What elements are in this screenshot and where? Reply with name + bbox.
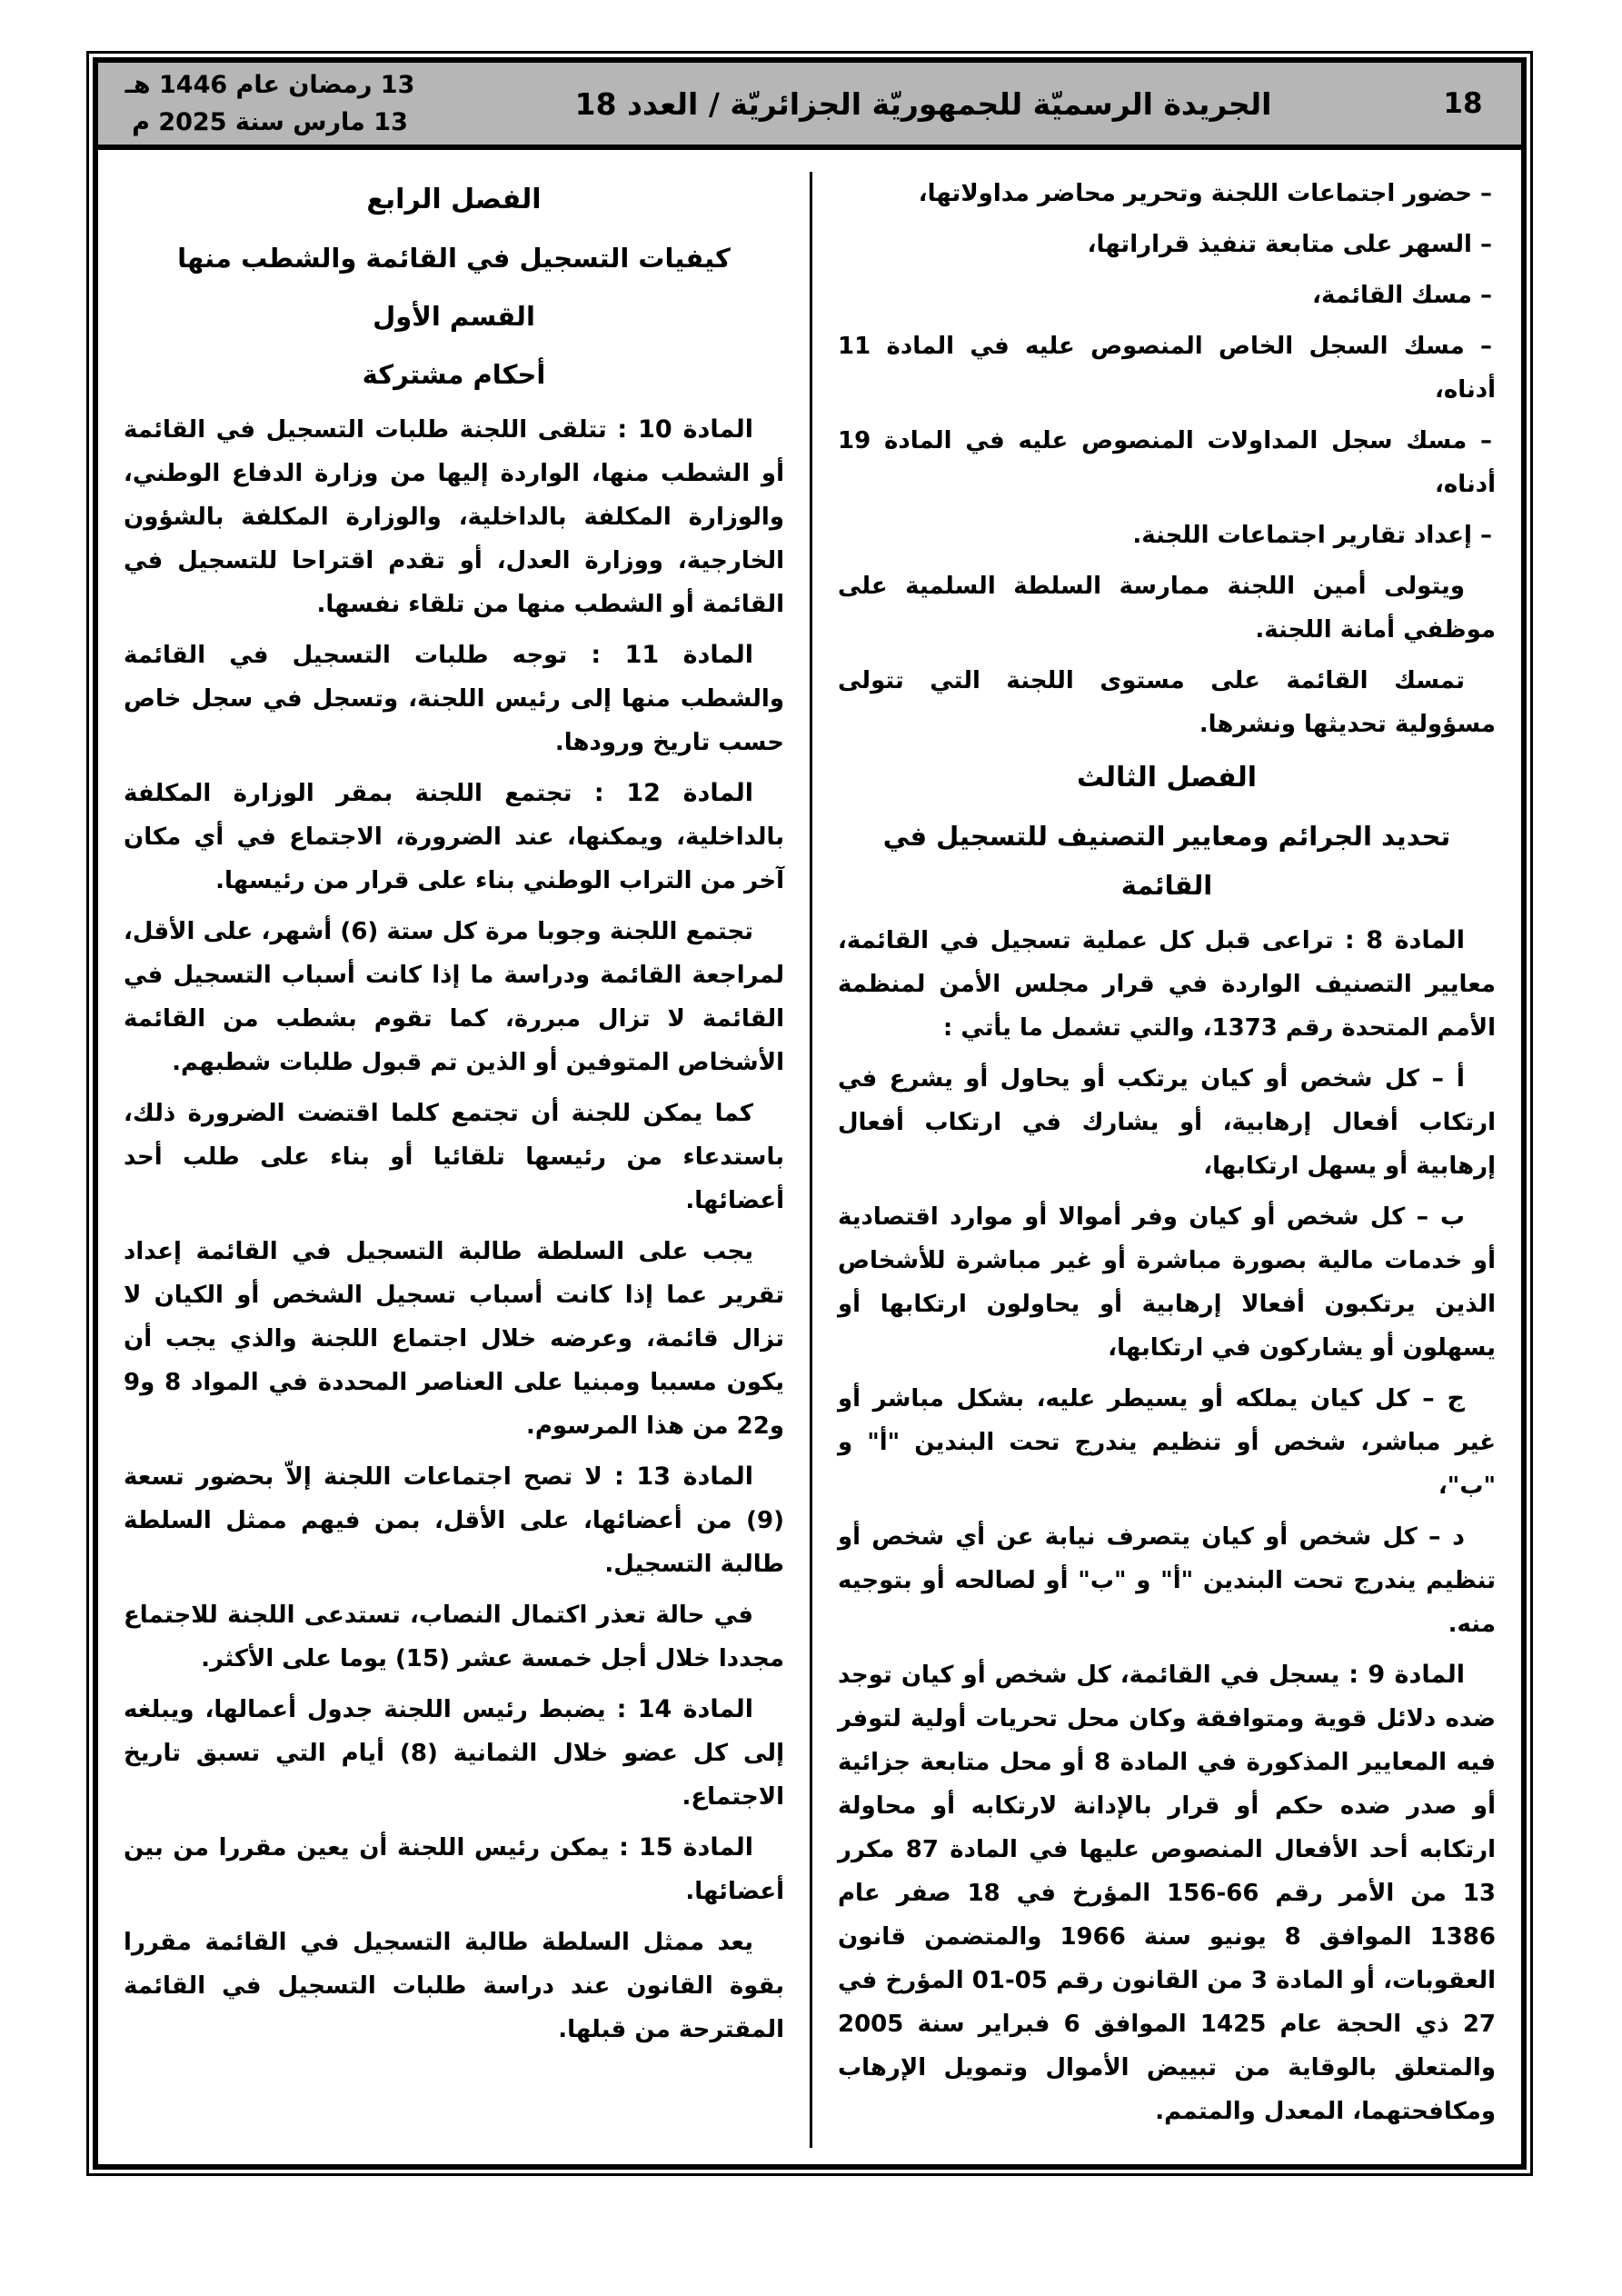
issue-dates	[120, 66, 420, 141]
article-paragraph	[124, 1455, 784, 1586]
page-number: 18	[1443, 87, 1483, 120]
article-text: لا تصح اجتماعات اللجنة إلاّ بحضور تسعة (9) من أعضائها، على الأقل، بمن فيهم ممثل السلطة طالبة التسجيل.	[124, 1463, 784, 1578]
clause-letter-lead: ج –	[1422, 1384, 1465, 1413]
article-number-lead: المادة 8 :	[1344, 926, 1466, 954]
article-paragraph	[124, 634, 784, 764]
clause-text: كل شخص أو كيان يرتكب أو يحاول أو يشرع في ارتكاب أفعال إرهابية، أو يشارك في ارتكاب أفعال إرهابية أو يسهل ارتكابها،	[838, 1065, 1496, 1180]
clause-text: كل شخص أو كيان وفر أموالا أو موارد اقتصادية أو خدمات مالية بصورة مباشرة أو غير مباشرة للأشخاص الذين يرتكبون أفعالا إرهابية أو يحاولون ارتكابها أو يسهلون أو يشاركون في ارتكابها،	[838, 1203, 1496, 1362]
article-number-lead: المادة 13 :	[614, 1462, 754, 1491]
article-text: توجه طلبات التسجيل في القائمة والشطب منها إلى رئيس اللجنة، وتسجل في سجل خاص حسب تاريخ ورودها.	[124, 642, 784, 756]
masthead	[98, 63, 1521, 150]
list-item: – حضور اجتماعات اللجنة وتحرير محاضر مداولاتها،	[918, 180, 1492, 207]
column-right	[810, 172, 1521, 2148]
section-heading: القسم الأول	[373, 301, 535, 332]
paragraph: في حالة تعذر اكتمال النصاب، تستدعى اللجنة للاجتماع مجددا خلال أجل خمسة عشر (15) يوما على الأكثر.	[124, 1602, 784, 1672]
article-paragraph	[838, 919, 1496, 1050]
article-number-lead: المادة 12 :	[593, 779, 754, 807]
text-columns	[98, 150, 1521, 2164]
gregorian-date: 13 مارس سنة 2025 م	[132, 108, 408, 136]
list-item: – السهر على متابعة تنفيذ قراراتها،	[1087, 231, 1492, 258]
article-text: تجتمع اللجنة بمقر الوزارة المكلفة بالداخلية، ويمكنها، عند الضرورة، الاجتماع في أي مكان آخر من التراب الوطني بناء على قرار من رئيسها.	[124, 780, 784, 894]
clause-paragraph	[838, 1057, 1496, 1188]
article-text: يمكن رئيس اللجنة أن يعين مقررا من بين أعضائها.	[124, 1834, 784, 1905]
article-number-lead: المادة 9 :	[1348, 1661, 1465, 1689]
list-item: – مسك القائمة،	[1312, 282, 1492, 309]
clause-paragraph	[838, 1515, 1496, 1646]
hijri-date: 13 رمضان عام 1446 هـ	[124, 71, 415, 99]
clause-letter-lead: أ –	[1431, 1064, 1466, 1093]
clause-paragraph	[838, 1377, 1496, 1508]
page-frame-inner	[93, 57, 1527, 2170]
clause-text: كل شخص أو كيان يتصرف نيابة عن أي شخص أو تنظيم يندرج تحت البندين "أ" و "ب" أو لصالحه أو بتوجيه منه.	[838, 1523, 1496, 1638]
clause-paragraph	[838, 1195, 1496, 1370]
chapter-heading: الفصل الثالث	[1076, 762, 1257, 794]
clause-letter-lead: ب –	[1416, 1203, 1465, 1231]
paragraph: يعد ممثل السلطة طالبة التسجيل في القائمة مقررا بقوة القانون عند دراسة طلبات التسجيل في القائمة المقترحة من قبلها.	[124, 1929, 784, 2043]
clause-letter-lead: د –	[1428, 1522, 1465, 1551]
paragraph: يجب على السلطة طالبة التسجيل في القائمة إعداد تقرير عما إذا كانت أسباب تسجيل الشخص أو الكيان لا تزال قائمة، وعرضه خلال اجتماع اللجنة والذي يجب أن يكون مسببا ومبنيا على العناصر المحددة في المواد 8 و9 و22 من هذا المرسوم.	[124, 1238, 784, 1440]
article-paragraph	[124, 1826, 784, 1913]
article-number-lead: المادة 11 :	[591, 641, 753, 669]
chapter-subheading: تحديد الجرائم ومعايير التصنيف للتسجيل في القائمة	[882, 821, 1451, 901]
article-text: تتلقى اللجنة طلبات التسجيل في القائمة أو الشطب منها، الواردة إليها من وزارة الدفاع الوطني، والوزارة المكلفة بالداخلية، والوزارة المكلفة بالشؤون الخارجية، ووزارة العدل، أو تقدم اقتراحا للتسجيل في القائمة أو الشطب منها من تلقاء نفسها.	[124, 416, 784, 618]
article-number-lead: المادة 10 :	[617, 415, 754, 444]
article-text: يسجل في القائمة، كل شخص أو كيان توجد ضده دلائل قوية ومتوافقة وكان محل تحريات أولية لتوفر فيه المعايير المذكورة في المادة 8 أو محل متابعة جزائية أو صدر ضده حكم أو قرار بالإدانة لارتكابه أو محاولة ارتكابه أحد الأفعال المنصوص عليها في المادة 87 مكرر 13 من الأمر رقم 66-156 المؤرخ في 18 صفر عام 1386 الموافق 8 يونيو سنة 1966 والمتضمن قانون العقوبات، أو المادة 3 من القانون رقم 05-01 المؤرخ في 27 ذي الحجة عام 1425 الموافق 6 فبراير سنة 2005 والمتعلق بالوقاية من تبييض الأموال وتمويل الإرهاب ومكافحتهما، المعدل والمتمم.	[838, 1662, 1496, 2125]
article-text: يضبط رئيس اللجنة جدول أعمالها، ويبلغه إلى كل عضو خلال الثمانية (8) أيام التي تسبق تاريخ الاجتماع.	[124, 1696, 784, 1811]
list-item: – مسك سجل المداولات المنصوص عليه في المادة 19 أدناه،	[838, 427, 1496, 498]
list-item: – مسك السجل الخاص المنصوص عليه في المادة 11 أدناه،	[838, 333, 1496, 404]
list-item: – إعداد تقارير اجتماعات اللجنة.	[1132, 522, 1492, 549]
clause-text: كل كيان يملكه أو يسيطر عليه، بشكل مباشر أو غير مباشر، شخص أو تنظيم يندرج تحت البندين "أ" و "ب"،	[838, 1385, 1496, 1500]
page-frame	[86, 51, 1533, 2176]
paragraph: ويتولى أمين اللجنة ممارسة السلطة السلمية على موظفي أمانة اللجنة.	[838, 573, 1496, 644]
column-left	[98, 172, 810, 2148]
article-text: تراعى قبل كل عملية تسجيل في القائمة، معايير التصنيف الواردة في قرار مجلس الأمن لمنظمة الأمم المتحدة رقم 1373، والتي تشمل ما يأتي :	[838, 927, 1496, 1042]
article-paragraph	[124, 1688, 784, 1819]
article-number-lead: المادة 14 :	[616, 1695, 754, 1723]
paragraph: كما يمكن للجنة أن تجتمع كلما اقتضت الضرورة ذلك، باستدعاء من رئيسها تلقائيا أو بناء على طلب أحد أعضائها.	[124, 1100, 784, 1214]
chapter-subheading: كيفيات التسجيل في القائمة والشطب منها	[177, 243, 731, 274]
gazette-title: الجريدة الرسميّة للجمهوريّة الجزائريّة / العدد 18	[574, 85, 1272, 122]
article-paragraph	[124, 408, 784, 626]
article-paragraph	[124, 772, 784, 903]
paragraph: تمسك القائمة على مستوى اللجنة التي تتولى مسؤولية تحديثها ونشرها.	[838, 667, 1496, 738]
paragraph: تجتمع اللجنة وجوبا مرة كل ستة (6) أشهر، على الأقل، لمراجعة القائمة ودراسة ما إذا كانت أسباب التسجيل في القائمة لا تزال مبررة، كما تقوم بشطب من القائمة الأشخاص المتوفين أو الذين تم قبول طلبات شطبهم.	[124, 918, 784, 1076]
article-number-lead: المادة 15 :	[619, 1833, 753, 1862]
section-subheading: أحكام مشتركة	[362, 359, 546, 390]
article-paragraph	[838, 1653, 1496, 2133]
chapter-heading: الفصل الرابع	[366, 184, 542, 215]
